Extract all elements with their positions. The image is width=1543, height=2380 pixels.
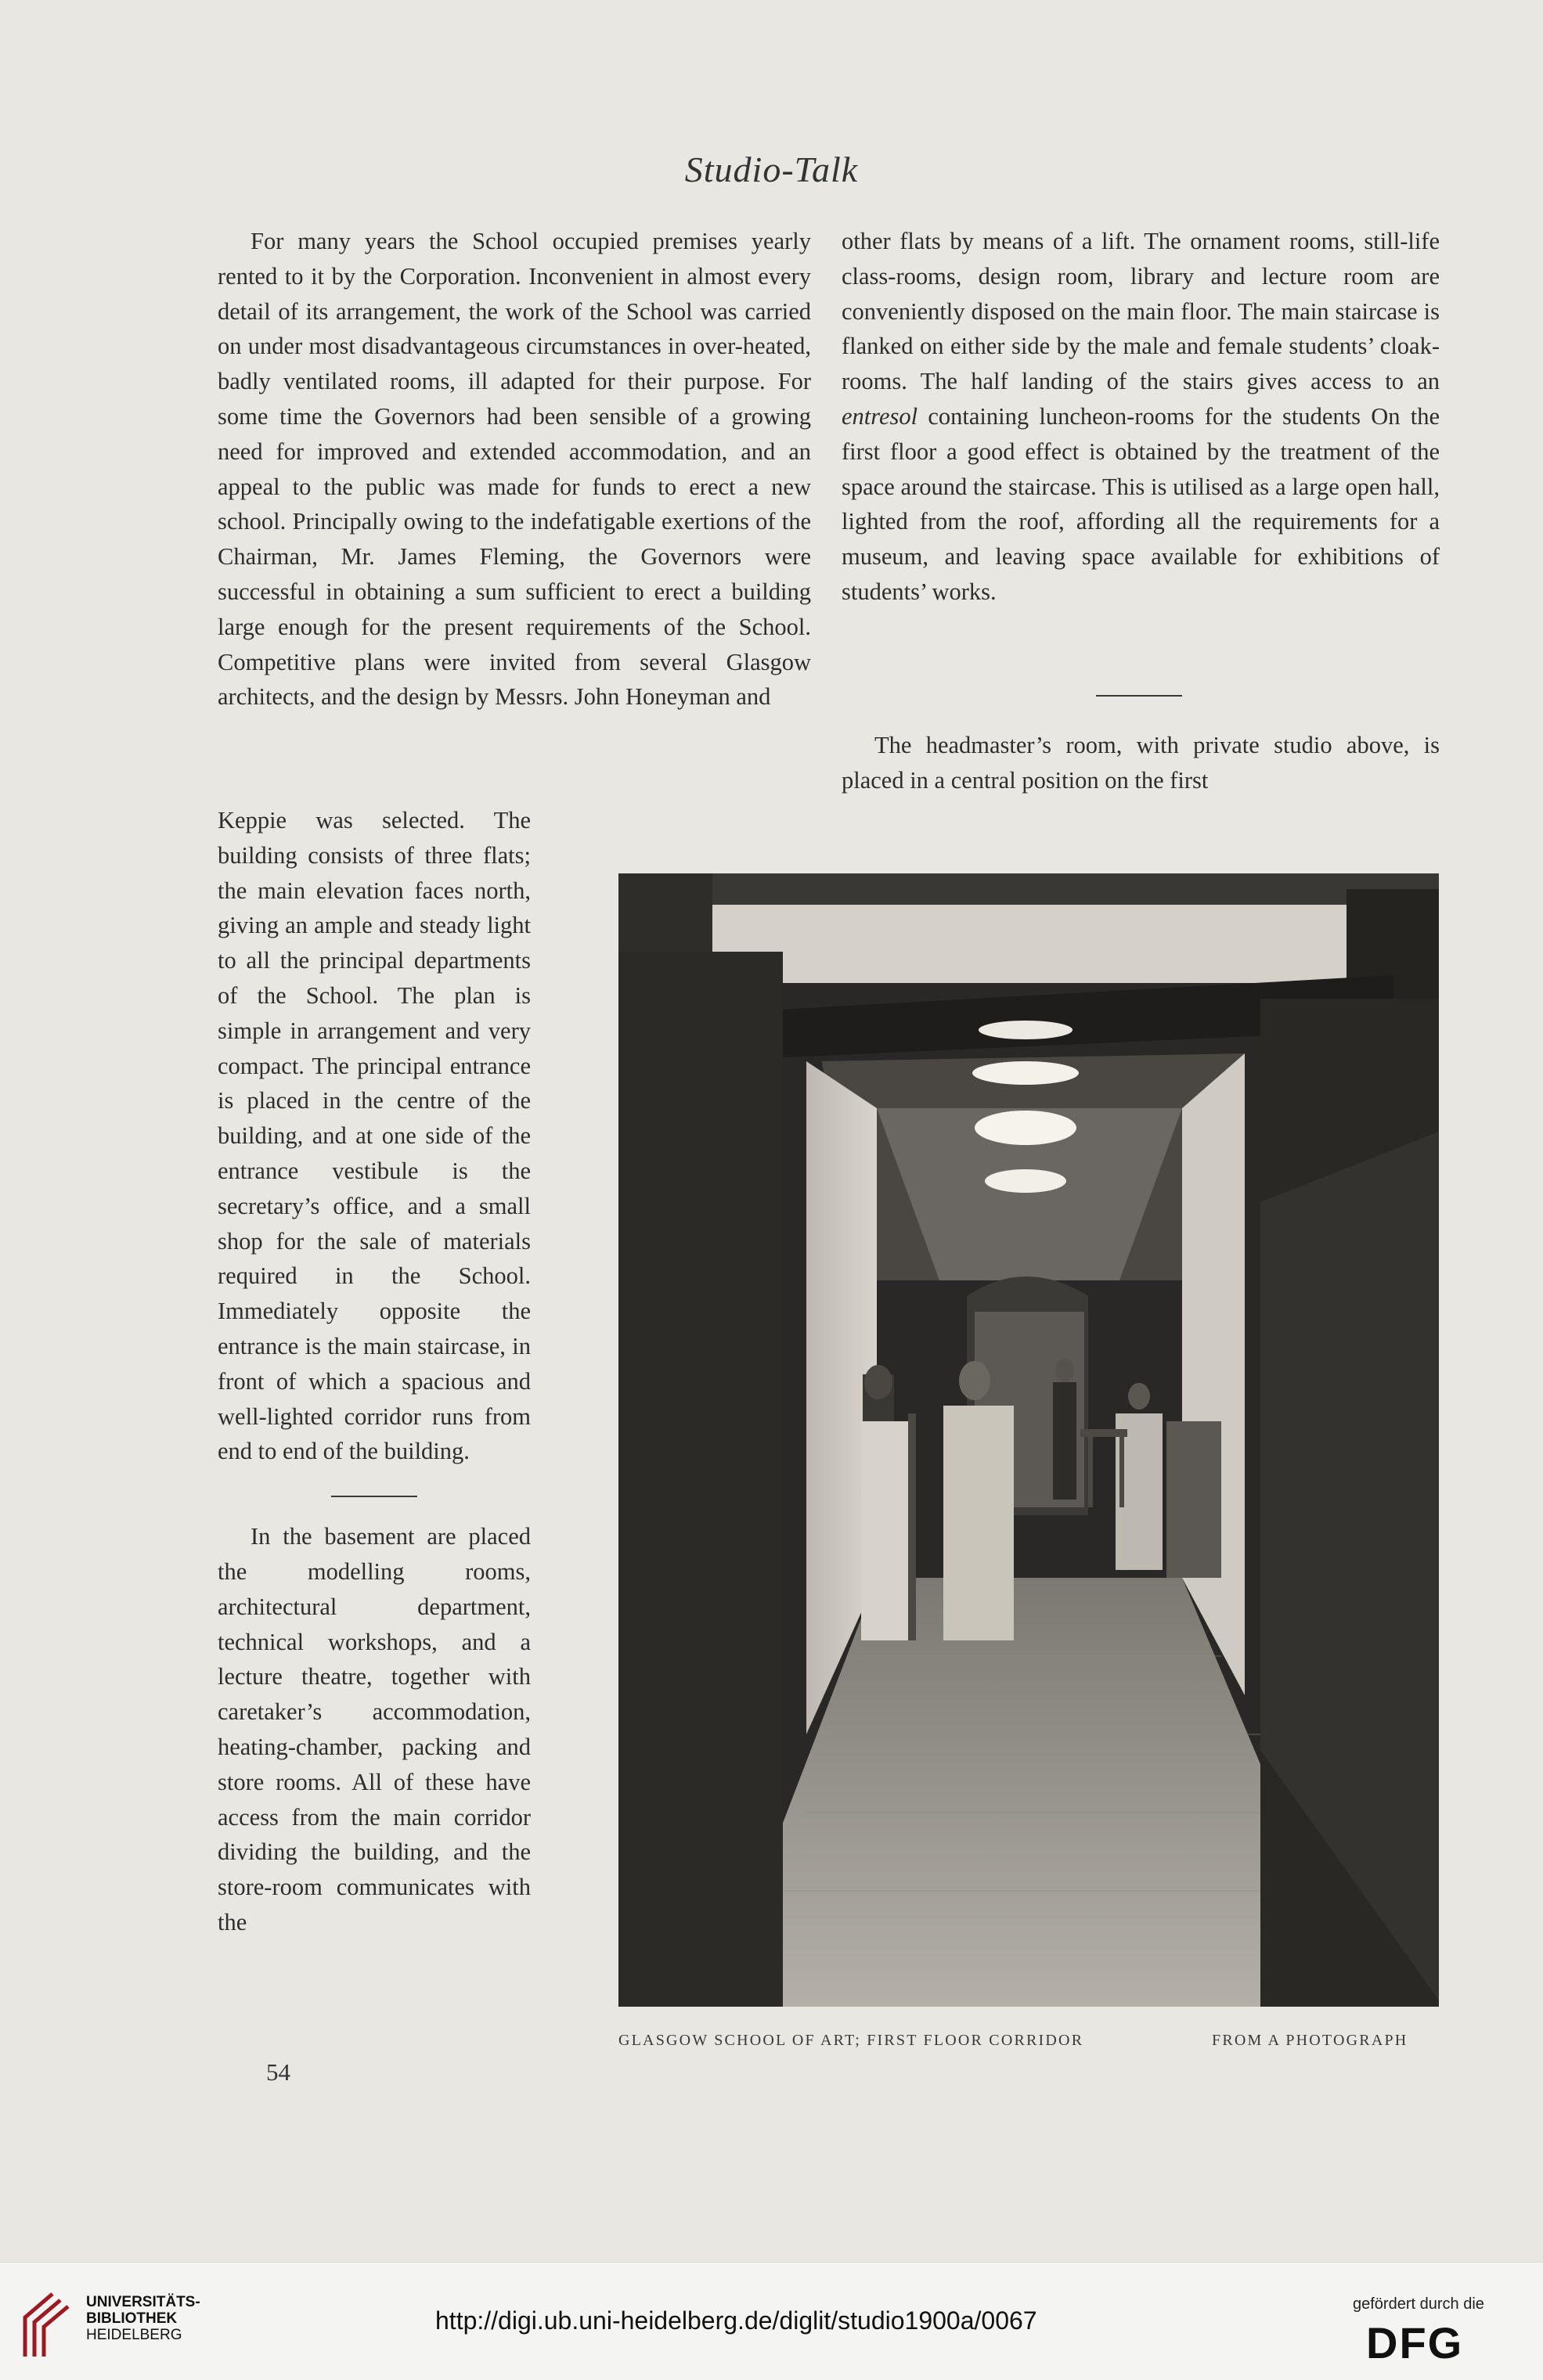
library-name-line-3: HEIDELBERG — [86, 2327, 182, 2343]
university-library-logo-icon — [17, 2286, 80, 2368]
footer-bar — [0, 2262, 1543, 2380]
corridor-photograph-drawing — [618, 873, 1439, 2007]
library-name-line-2: BIBLIOTHEK — [86, 2310, 178, 2327]
right-column-upper — [842, 224, 1440, 610]
section-divider — [331, 1496, 417, 1497]
running-head: Studio-Talk — [684, 149, 859, 189]
permalink-url[interactable]: http://digi.ub.uni-heidelberg.de/diglit/studio1900a/0067 — [435, 2306, 1037, 2335]
dfg-logo: DFG — [1366, 2318, 1464, 2367]
entresol-italic: entresol — [842, 402, 918, 430]
paragraph-other-flats-text-2: containing luncheon-rooms for the students On the first floor a good effect is obtained by the treatment of the space around the staircase. This is utilised as a large open hall, lighted from the roof, affording all the requirements for a museum, and leaving space available for exhibitions of students’ works. — [842, 402, 1440, 605]
corridor-photograph — [618, 873, 1439, 2007]
figure-credit: FROM A PHOTOGRAPH — [1212, 2032, 1408, 2049]
figure-caption: GLASGOW SCHOOL OF ART; FIRST FLOOR CORRIDOR — [618, 2032, 1084, 2049]
paragraph-headmaster-room: The headmaster’s room, with private studio above, is placed in a central position on the first — [842, 732, 1440, 794]
paragraph-building-description: Keppie was selected. The building consists of three flats; the main elevation faces north, giving an ample and steady light to all the principal departments of the School. The plan is simple in arrangement and very compact. The principal entrance is placed in the centre of the building, and at one side of the entrance vestibule is the secretary’s office, and a small shop for the sale of materials required in the School. Immediately opposite the entrance is the main staircase, in front of which a spacious and well-lighted corridor runs from end to end of the building. — [218, 807, 531, 1465]
funded-by-label: gefördert durch die — [1353, 2295, 1484, 2313]
left-column-upper — [218, 224, 811, 715]
left-column-narrow — [218, 803, 531, 1940]
section-divider-right — [1096, 695, 1182, 697]
page-number: 54 — [266, 2058, 290, 2086]
paragraph-other-flats — [842, 224, 1440, 610]
right-column-second — [842, 728, 1440, 798]
paragraph-other-flats-text-1: other flats by means of a lift. The ornament rooms, still-life class-rooms, design room, library and lecture room are conveniently disposed on the main floor. The main staircase is flanked on either side by the male and female students’ cloak-rooms. The half landing of the stairs gives access to an — [842, 228, 1440, 395]
paragraph-basement: In the basement are placed the modelling rooms, architectural department, technical workshops, and a lecture theatre, together with caretaker’s accommodation, heating-chamber, packing and store rooms. All of these have access from the main corridor dividing the building, and the store-room communicates with the — [218, 1523, 531, 1935]
library-name — [86, 2294, 200, 2343]
library-name-line-1: UNIVERSITÄTS- — [86, 2294, 200, 2310]
paragraph-school-premises: For many years the School occupied premises yearly rented to it by the Corporation. Inconvenient in almost every detail of its arrangement, the work of the School was carried on under most disadvantageous circumstances in over-heated, badly ventilated rooms, ill adapted for their purpose. For some time the Governors had been sensible of a growing need for improved and extended accommodation, and an appeal to the public was made for funds to erect a new school. Principally owing to the indefatigable exertions of the Chairman, Mr. James Fleming, the Governors were successful in obtaining a sum sufficient to erect a building large enough for the present requirements of the School. Competitive plans were invited from several Glasgow architects, and the design by Messrs. John Honeyman and — [218, 228, 811, 711]
